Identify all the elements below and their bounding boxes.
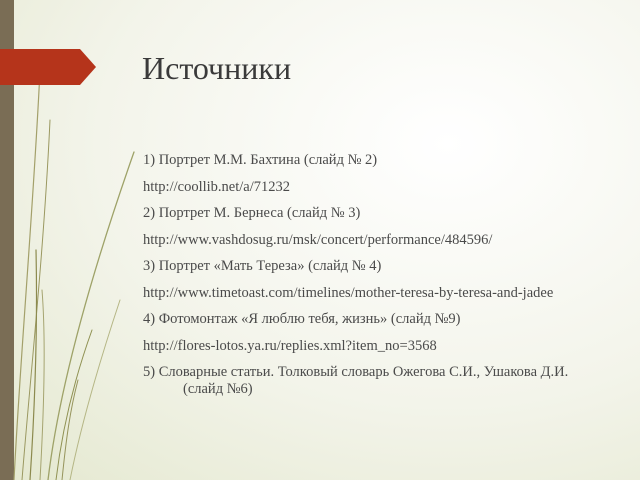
source-entry-2: 2) Портрет М. Бернеса (слайд № 3)	[143, 205, 361, 221]
source-entry-5	[143, 364, 613, 398]
source-link-4[interactable]: http://flores-lotos.ya.ru/replies.xml?item_no=3568	[143, 337, 437, 354]
source-entry-1: 1) Портрет М.М. Бахтина (слайд № 2)	[143, 152, 378, 168]
source-link-2[interactable]: http://www.vashdosug.ru/msk/concert/performance/484596/	[143, 231, 493, 248]
slide-title: Источники	[142, 50, 292, 86]
title-arrow-shape	[0, 49, 96, 85]
source-entry-5-text: 5) Словарные статьи. Толковый словарь Ожегова С.И., Ушакова Д.И.	[143, 364, 569, 380]
sources-list	[143, 152, 613, 408]
source-link-3[interactable]: http://www.timetoast.com/timelines/mother-teresa-by-teresa-and-jadee	[143, 284, 554, 301]
source-entry-5-continuation: (слайд №6)	[183, 381, 253, 397]
source-entry-4: 4) Фотомонтаж «Я люблю тебя, жизнь» (слайд №9)	[143, 311, 461, 327]
source-link-1[interactable]: http://coollib.net/a/71232	[143, 178, 290, 195]
source-entry-3: 3) Портрет «Мать Тереза» (слайд № 4)	[143, 258, 382, 274]
